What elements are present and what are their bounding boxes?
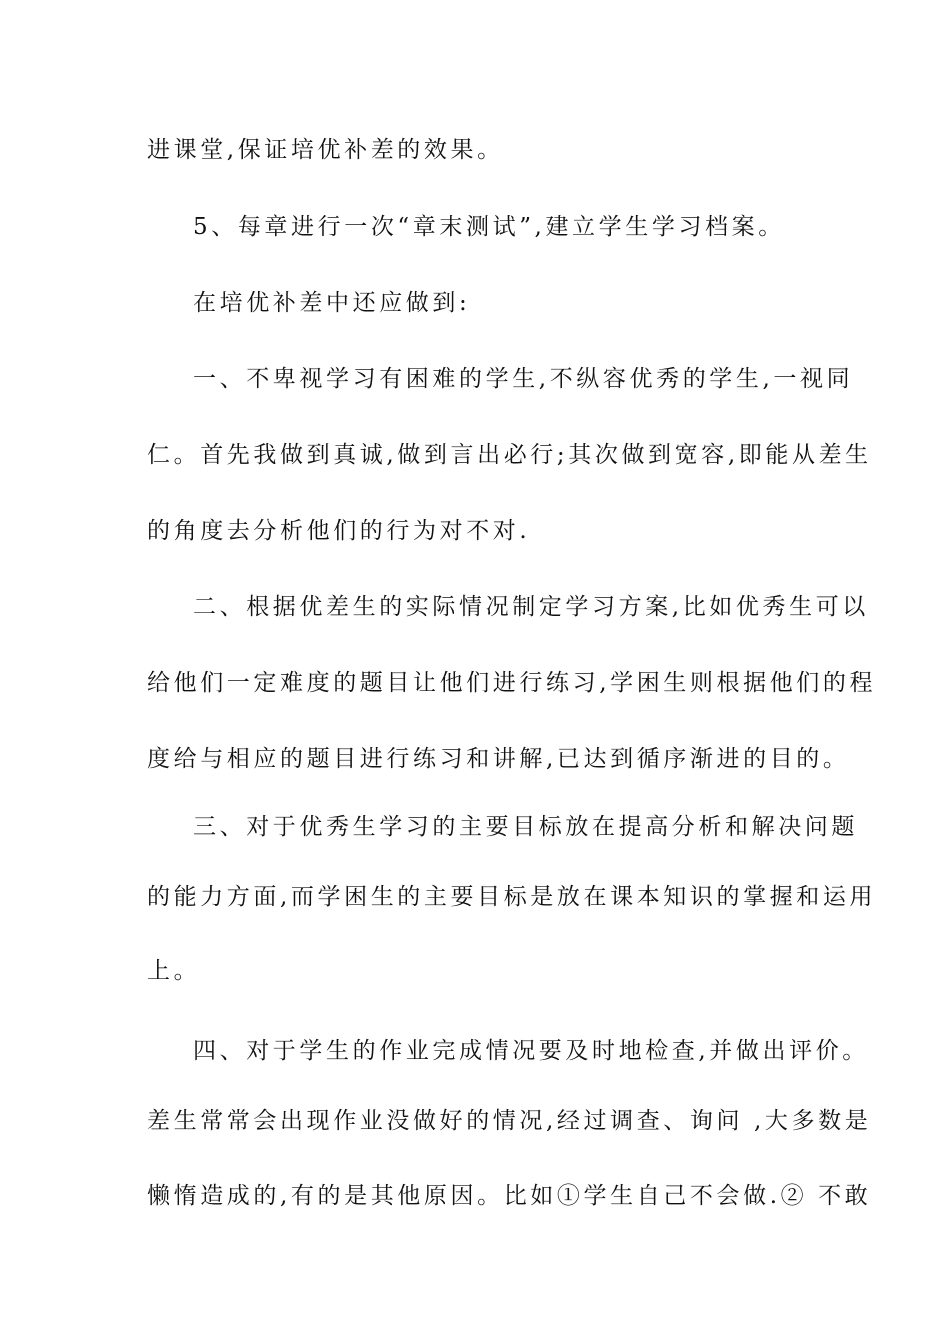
text-line: 的角度去分析他们的行为对不对. bbox=[147, 518, 531, 544]
text-line: 给他们一定难度的题目让他们进行练习,学困生则根据他们的程 bbox=[147, 670, 877, 696]
text-line: 的能力方面,而学困生的主要目标是放在课本知识的掌握和运用 bbox=[147, 884, 877, 910]
text-line: 三、对于优秀生学习的主要目标放在提高分析和解决问题 bbox=[193, 814, 858, 840]
text-line: 一、不卑视学习有困难的学生,不纵容优秀的学生,一视同 bbox=[193, 366, 854, 392]
text-line: 仁。首先我做到真诚,做到言出必行;其次做到宽容,即能从差生 bbox=[147, 442, 872, 468]
text-line: 在培优补差中还应做到: bbox=[193, 290, 471, 316]
text-line: 差生常常会出现作业没做好的情况,经过调查、询问 ,大多数是 bbox=[147, 1108, 872, 1134]
text-line: 进课堂,保证培优补差的效果。 bbox=[147, 137, 504, 163]
text-line: 二、根据优差生的实际情况制定学习方案,比如优秀生可以 bbox=[193, 594, 869, 620]
text-line: 5、每章进行一次“章末测试”,建立学生学习档案。 bbox=[193, 214, 785, 240]
text-line: 上。 bbox=[147, 958, 201, 984]
text-line: 四、对于学生的作业完成情况要及时地检查,并做出评价。 bbox=[193, 1038, 869, 1064]
text-line: 懒惰造成的,有的是其他原因。比如①学生自己不会做.② 不敢 bbox=[147, 1183, 872, 1209]
text-line: 度给与相应的题目进行练习和讲解,已达到循序渐进的目的。 bbox=[147, 746, 850, 772]
